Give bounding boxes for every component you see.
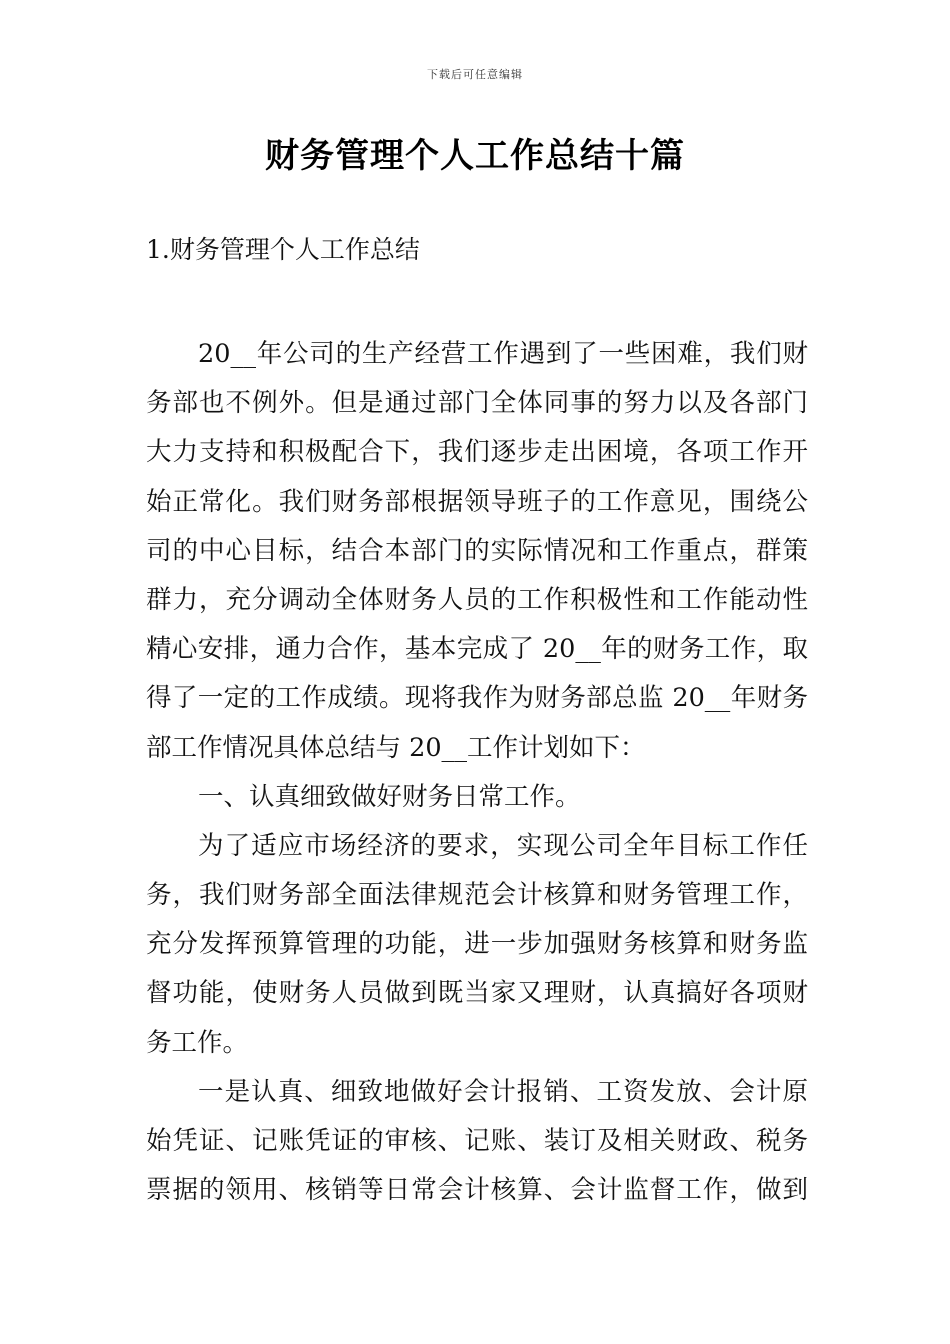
body-line: 群力，充分调动全体财务人员的工作积极性和工作能动性 — [146, 584, 808, 615]
body-line: 为了适应市场经济的要求，实现公司全年目标工作任 — [198, 830, 808, 861]
body-line: 始正常化。我们财务部根据领导班子的工作意见，围绕公 — [146, 486, 808, 517]
body-line: 20__年公司的生产经营工作遇到了一些困难，我们财 — [198, 339, 808, 369]
body-line: 务工作。 — [146, 1027, 249, 1058]
section-heading: 1.财务管理个人工作总结 — [146, 235, 420, 264]
body-line: 始凭证、记账凭证的审核、记账、装订及相关财政、税务 — [146, 1126, 808, 1156]
body-line: 票据的领用、核销等日常会计核算、会计监督工作，做到 — [146, 1175, 808, 1206]
body-line: 充分发挥预算管理的功能，进一步加强财务核算和财务监 — [146, 929, 808, 960]
body-line: 精心安排，通力合作，基本完成了 20__年的财务工作，取 — [146, 634, 808, 665]
document-body — [146, 330, 808, 1215]
subsection-heading: 一、认真细致做好财务日常工作。 — [198, 781, 581, 812]
body-line: 部工作情况具体总结与 20__工作计划如下： — [146, 732, 646, 763]
body-line: 务，我们财务部全面法律规范会计核算和财务管理工作， — [146, 880, 808, 911]
document-title: 财务管理个人工作总结十篇 — [265, 136, 685, 176]
body-line: 务部也不例外。但是通过部门全体同事的努力以及各部门 — [146, 388, 808, 419]
body-line: 司的中心目标，结合本部门的实际情况和工作重点，群策 — [146, 535, 808, 566]
body-line: 得了一定的工作成绩。现将我作为财务部总监 20__年财务 — [146, 683, 808, 714]
header-note: 下载后可任意编辑 — [427, 68, 523, 81]
body-line: 一是认真、细致地做好会计报销、工资发放、会计原 — [198, 1076, 808, 1107]
body-line: 督功能，使财务人员做到既当家又理财，认真搞好各项财 — [146, 978, 808, 1009]
body-line: 大力支持和积极配合下，我们逐步走出困境，各项工作开 — [146, 437, 808, 468]
